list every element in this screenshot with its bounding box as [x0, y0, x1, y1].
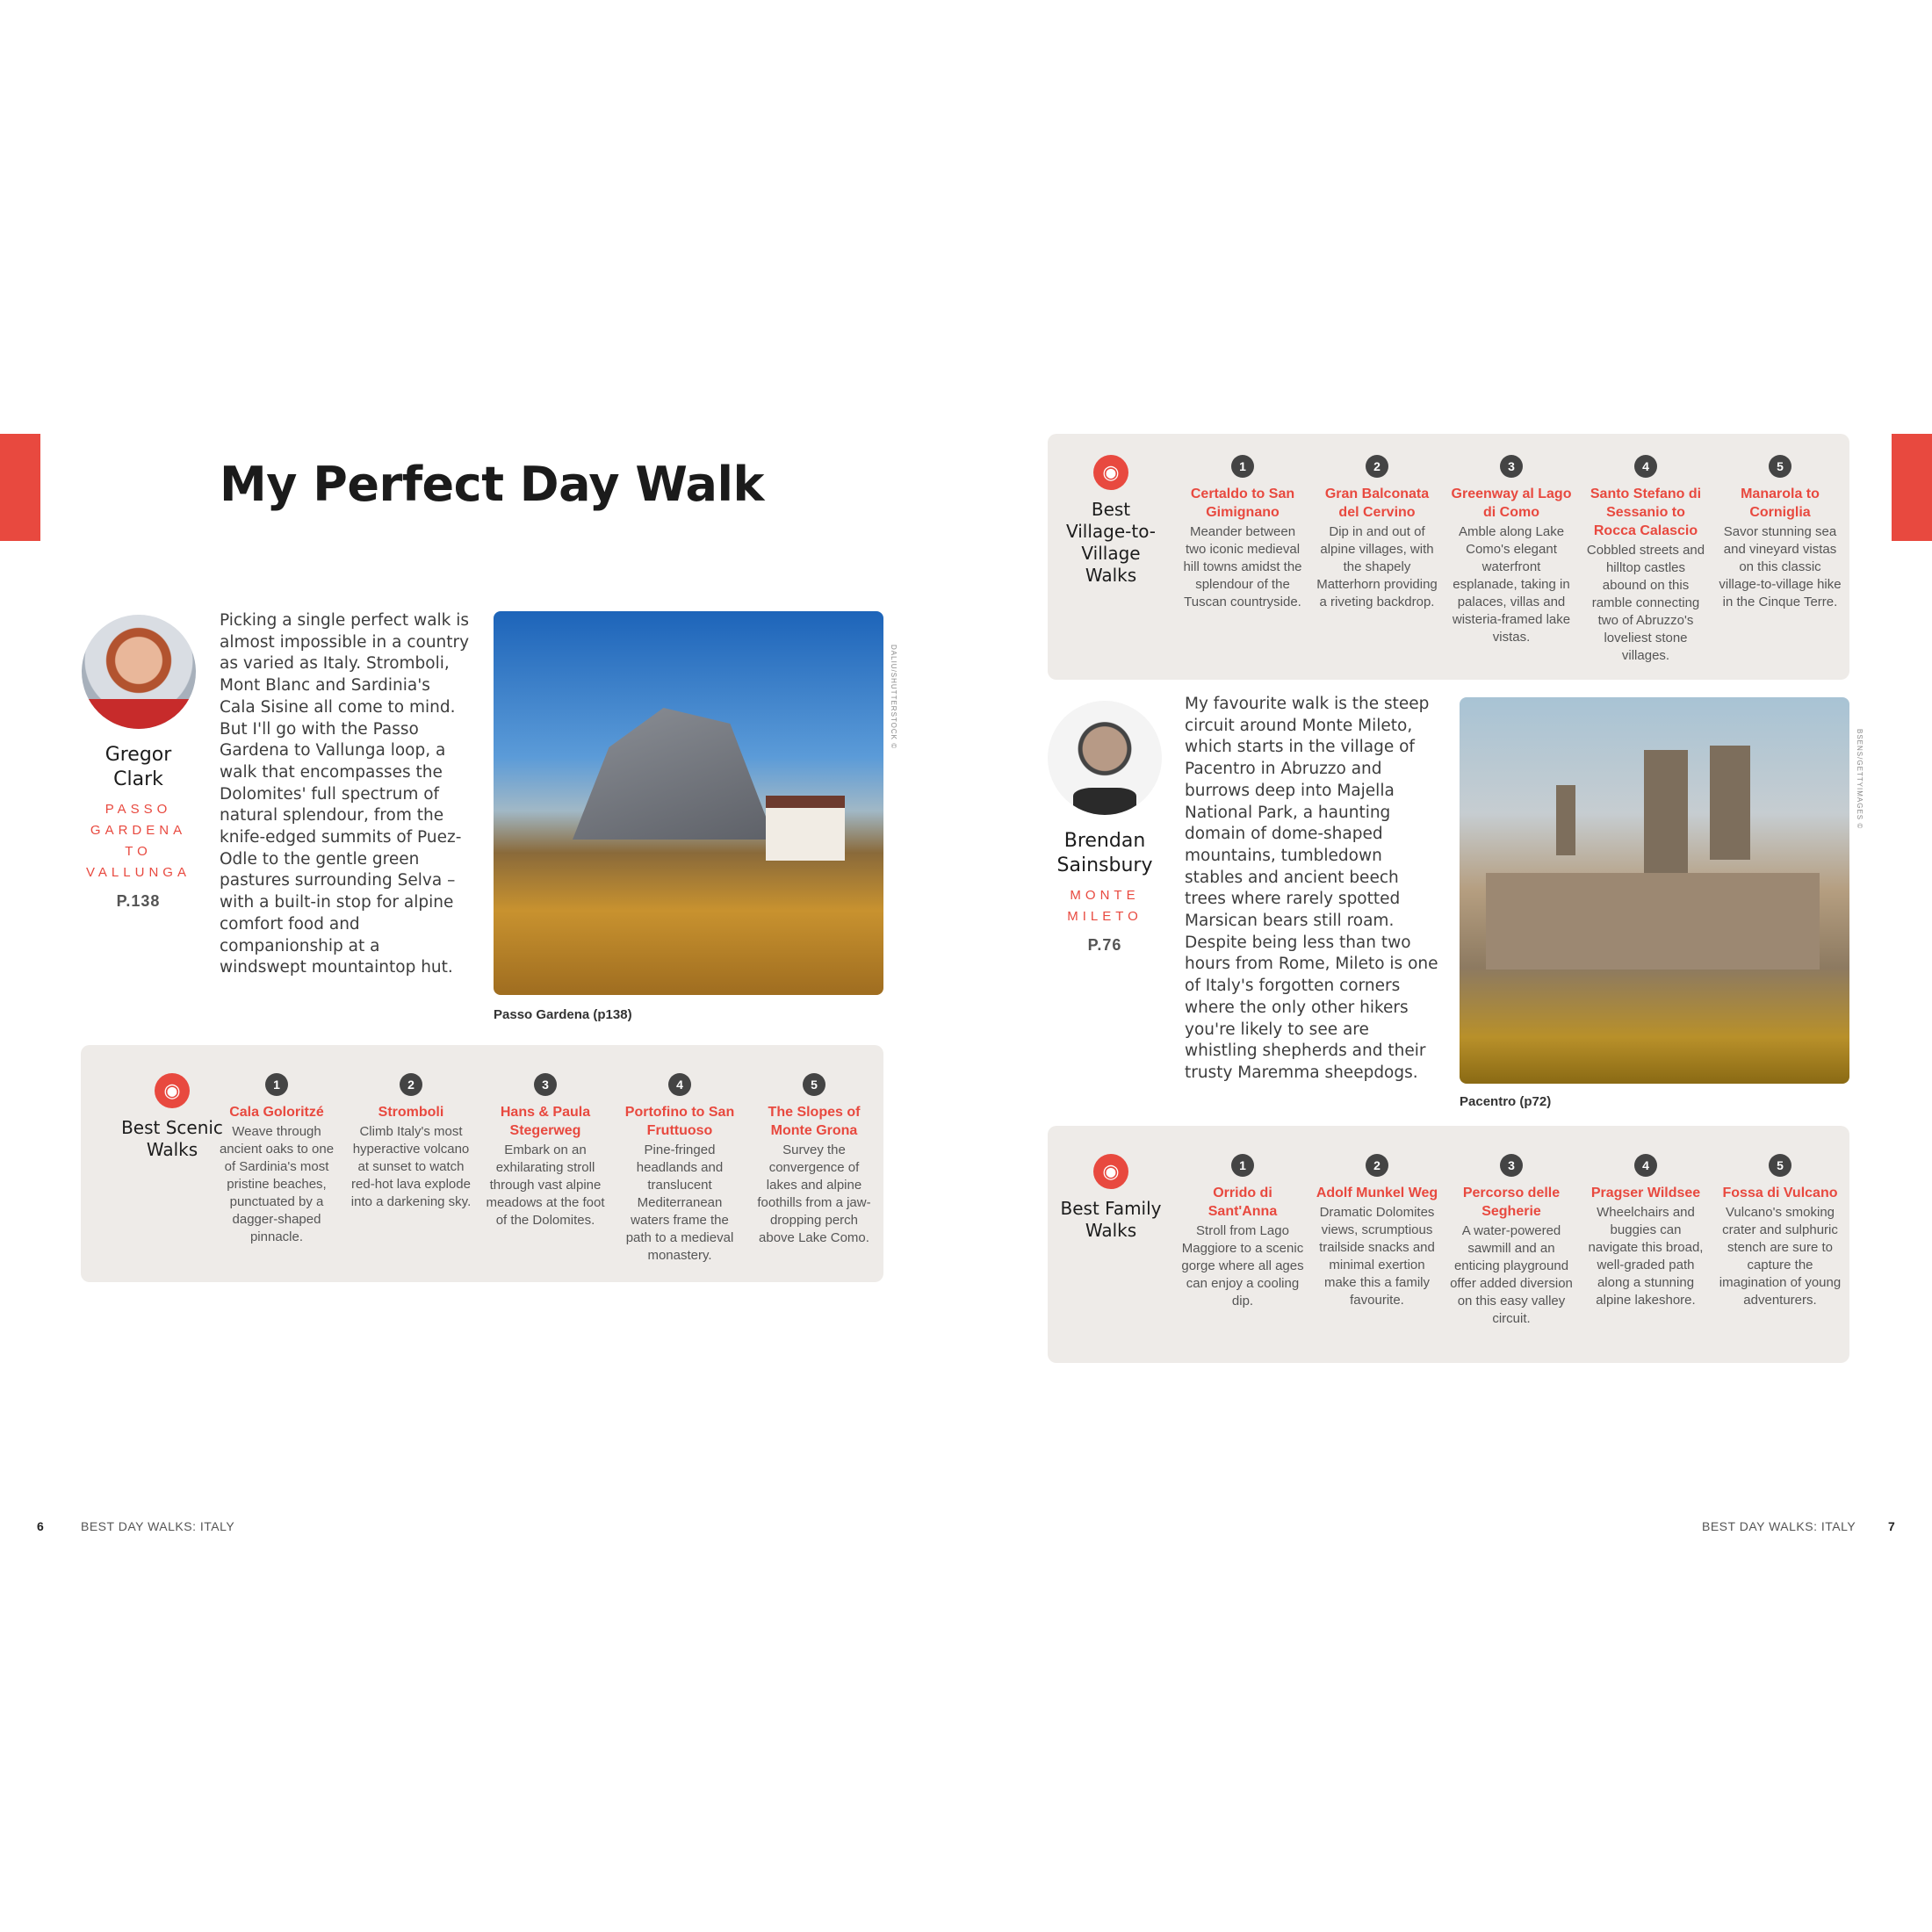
list-item [350, 1073, 472, 1211]
author-avatar [1048, 701, 1162, 815]
photo-credit: BSENS/GETTYIMAGES © [1856, 729, 1864, 830]
item-title: Santo Stefano di Sessanio to Rocca Calascio [1590, 487, 1702, 538]
item-desc: Dramatic Dolomites views, scrumptious trailside snacks and minimal exertion make this a family favourite. [1319, 1205, 1435, 1308]
number-badge: 3 [534, 1073, 557, 1096]
camera-icon: ◉ [1093, 1154, 1128, 1189]
item-desc: Survey the convergence of lakes and alpine foothills from a jaw-dropping perch above Lake Como. [757, 1143, 871, 1245]
castle-tower-shape [1644, 750, 1688, 882]
photo-caption: Pacentro (p72) [1460, 1094, 1552, 1109]
item-title: Stromboli [378, 1105, 444, 1120]
list-item [1719, 455, 1842, 611]
item-title: Adolf Munkel Weg [1316, 1186, 1438, 1200]
list-item [484, 1073, 607, 1229]
item-title: Gran Balconata del Cervino [1324, 487, 1430, 520]
right-page-tab [1892, 434, 1932, 541]
item-title: Cala Goloritzé [229, 1105, 324, 1120]
page-title: My Perfect Day Walk [220, 457, 764, 512]
left-body-text: Picking a single perfect walk is almost impossible in a country as varied as Italy. Stromboli, Mont Blanc and Sardinia's Cala Sisine all come to mind. But I'll go with the Passo Gardena to Vallunga loop, a walk that encompasses the Dolomites' full spectrum of natural splendour, from the knife-edged summits of Puez-Odle to the gentle green pastures surrounding Selva – with a built-in stop for alpine comfort food and companionship at a windswept mountaintop hut. [220, 611, 470, 977]
item-desc: Pine-fringed headlands and translucent Mediterranean waters frame the path to a medieval monastery. [625, 1143, 734, 1263]
list-item [618, 1073, 741, 1265]
box-heading [119, 1073, 225, 1161]
number-badge: 1 [1231, 455, 1254, 478]
best-village-walks-box [1048, 434, 1849, 680]
author-name: Gregor Clark [105, 744, 172, 790]
best-family-walks-box [1048, 1126, 1849, 1363]
number-badge: 3 [1500, 455, 1523, 478]
item-title: Certaldo to San Gimignano [1190, 487, 1295, 520]
author-walk-title: MONTE MILETO [1067, 888, 1143, 924]
item-desc: A water-powered sawmill and an enticing playground offer added diversion on this easy valley circuit. [1450, 1223, 1573, 1326]
item-desc: Cobbled streets and hilltop castles abound on this ramble connecting two of Abruzzo's loveliest stone villages. [1586, 543, 1705, 663]
right-page-number: 7 [1888, 1519, 1896, 1533]
right-body-text: My favourite walk is the steep circuit around Monte Mileto, which starts in the village of Pacentro in Abruzzo and burrows deep into Majella National Park, a haunting domain of dome-shaped mountains, tumbledown stables and ancient beech trees where rarely spotted Marsican bears still roam. Despite being less than two hours from Rome, Mileto is one of Italy's forgotten corners where the only other hikers you're likely to see are whistling shepherds and their trusty Maremma sheepdogs. [1185, 695, 1438, 1082]
camera-icon: ◉ [155, 1073, 190, 1108]
item-title: Greenway al Lago di Como [1451, 487, 1572, 520]
castle-tower-shape [1710, 746, 1750, 860]
number-badge: 2 [1366, 1154, 1388, 1177]
number-badge: 2 [400, 1073, 422, 1096]
list-item [1584, 455, 1707, 665]
number-badge: 2 [1366, 455, 1388, 478]
number-badge: 4 [1634, 1154, 1657, 1177]
number-badge: 1 [1231, 1154, 1254, 1177]
list-item [1316, 455, 1438, 611]
number-badge: 1 [265, 1073, 288, 1096]
best-scenic-walks-box [81, 1045, 883, 1282]
pacentro-photo [1460, 697, 1849, 1084]
item-title: Percorso delle Segherie [1462, 1186, 1561, 1219]
left-page-number: 6 [37, 1519, 45, 1533]
camera-icon: ◉ [1093, 455, 1128, 490]
number-badge: 5 [803, 1073, 825, 1096]
author-page-ref: P.138 [116, 892, 161, 910]
left-page-tab [0, 434, 40, 541]
item-title: Hans & Paula Stegerweg [500, 1105, 591, 1138]
item-title: Fossa di Vulcano [1722, 1186, 1838, 1200]
item-desc: Savor stunning sea and vineyard vistas on this classic village-to-village hike in the Cinque Terre. [1719, 524, 1842, 609]
box-heading [1058, 455, 1164, 587]
item-title: The Slopes of Monte Grona [768, 1105, 861, 1138]
number-badge: 4 [668, 1073, 691, 1096]
item-desc: Meander between two iconic medieval hill towns amidst the splendour of the Tuscan countryside. [1183, 524, 1302, 609]
number-badge: 5 [1769, 455, 1791, 478]
number-badge: 3 [1500, 1154, 1523, 1177]
bell-tower-shape [1556, 785, 1575, 855]
author-avatar [82, 615, 196, 729]
author-name: Brendan Sainsbury [1056, 830, 1153, 876]
author-gregor-clark [79, 615, 198, 911]
item-title: Portofino to San Fruttuoso [624, 1105, 735, 1138]
item-title: Manarola to Corniglia [1741, 487, 1820, 520]
list-item [1181, 1154, 1304, 1310]
right-running-title: BEST DAY WALKS: ITALY [1702, 1519, 1856, 1533]
box-label: Best Scenic Walks [121, 1117, 223, 1160]
hut-shape [766, 796, 845, 861]
item-desc: Amble along Lake Como's elegant waterfront esplanade, taking in palaces, villas and wisteria-framed lake vistas. [1452, 524, 1571, 645]
item-title: Pragser Wildsee [1590, 1186, 1701, 1200]
mountain-shape [573, 708, 775, 840]
item-desc: Vulcano's smoking crater and sulphuric stench are sure to capture the imagination of young adventurers. [1719, 1205, 1842, 1308]
author-page-ref: P.76 [1087, 936, 1122, 954]
number-badge: 5 [1769, 1154, 1791, 1177]
number-badge: 4 [1634, 455, 1657, 478]
author-brendan-sainsbury [1043, 701, 1166, 955]
item-desc: Embark on an exhilarating stroll through vast alpine meadows at the foot of the Dolomites. [486, 1143, 605, 1228]
village-shape [1486, 873, 1820, 970]
photo-caption: Passo Gardena (p138) [494, 1007, 632, 1022]
list-item [1181, 455, 1304, 611]
left-running-title: BEST DAY WALKS: ITALY [81, 1519, 235, 1533]
item-desc: Weave through ancient oaks to one of Sardinia's most pristine beaches, punctuated by a dagger-shaped pinnacle. [219, 1124, 335, 1244]
list-item [215, 1073, 338, 1246]
box-heading [1058, 1154, 1164, 1242]
list-item [1719, 1154, 1842, 1309]
item-desc: Stroll from Lago Maggiore to a scenic gorge where all ages can enjoy a cooling dip. [1181, 1223, 1304, 1308]
list-item [1584, 1154, 1707, 1309]
list-item [1450, 1154, 1573, 1328]
author-walk-title: PASSO GARDENA TO VALLUNGA [86, 802, 191, 880]
photo-credit: DALIU/SHUTTERSTOCK © [890, 645, 898, 750]
list-item [753, 1073, 876, 1247]
list-item [1316, 1154, 1438, 1309]
passo-gardena-photo [494, 611, 883, 995]
item-desc: Climb Italy's most hyperactive volcano at sunset to watch red-hot lava explode into a darkening sky. [350, 1124, 472, 1209]
box-label: Best Village-to-Village Walks [1065, 499, 1157, 586]
item-desc: Wheelchairs and buggies can navigate this broad, well-graded path along a stunning alpine lakeshore. [1588, 1205, 1704, 1308]
item-title: Orrido di Sant'Anna [1208, 1186, 1278, 1219]
item-desc: Dip in and out of alpine villages, with the shapely Matterhorn providing a riveting backdrop. [1316, 524, 1438, 609]
box-label: Best Family Walks [1060, 1198, 1162, 1241]
list-item [1450, 455, 1573, 646]
